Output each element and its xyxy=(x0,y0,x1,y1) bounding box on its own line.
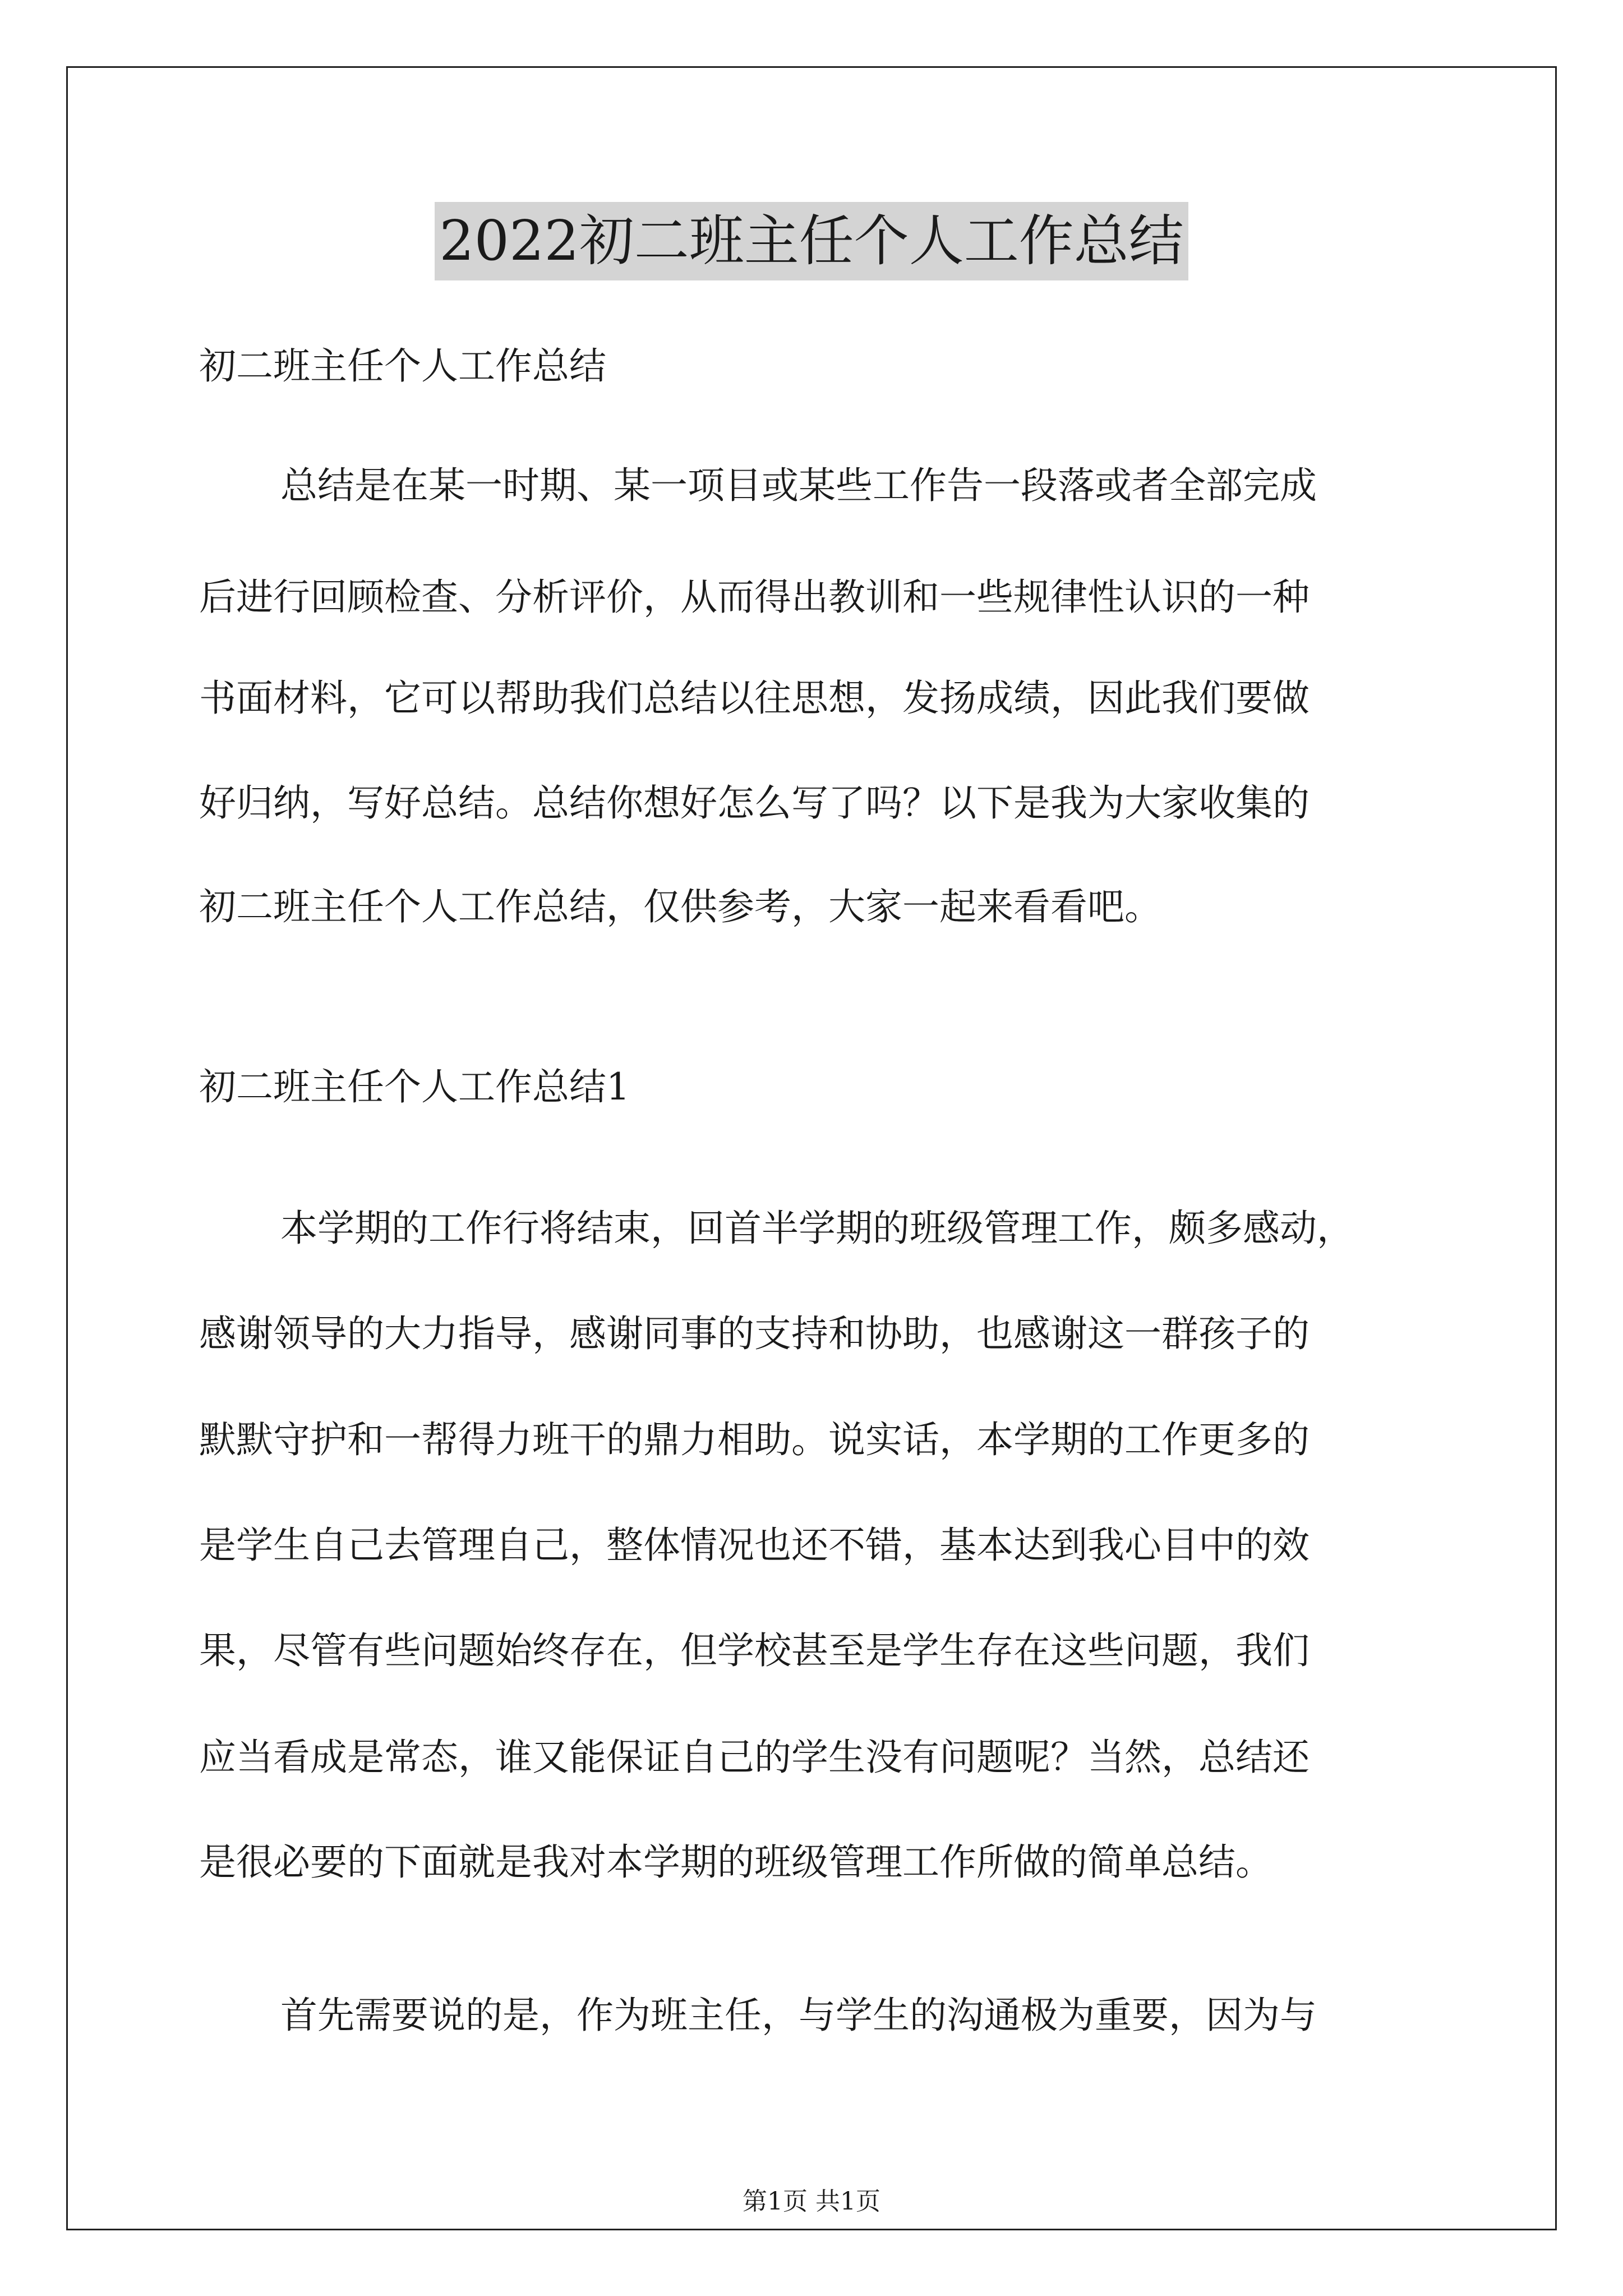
paragraph-line: 是学生自己去管理自己，整体情况也还不错，基本达到我心目中的效 xyxy=(199,1524,1310,1567)
document-title xyxy=(0,202,1623,280)
page-number-footer: 第1页 共1页 xyxy=(743,2187,880,2216)
paragraph-line: 是很必要的下面就是我对本学期的班级管理工作所做的简单总结。 xyxy=(199,1841,1272,1884)
paragraph-line: 感谢领导的大力指导，感谢同事的支持和协助，也感谢这一群孩子的 xyxy=(199,1312,1310,1355)
paragraph-line: 默默守护和一帮得力班干的鼎力相助。说实话，本学期的工作更多的 xyxy=(199,1418,1310,1461)
paragraph-line: 果，尽管有些问题始终存在，但学校甚至是学生存在这些问题，我们 xyxy=(199,1629,1310,1672)
document-title-text: 2022初二班主任个人工作总结 xyxy=(435,202,1188,280)
paragraph-line: 总结是在某一时期、某一项目或某些工作告一段落或者全部完成 xyxy=(280,464,1317,507)
paragraph-line: 好归纳，写好总结。总结你想好怎么写了吗？以下是我为大家收集的 xyxy=(199,781,1310,825)
paragraph-line: 应当看成是常态，谁又能保证自己的学生没有问题呢？当然，总结还 xyxy=(199,1736,1310,1779)
subtitle-heading: 初二班主任个人工作总结 xyxy=(199,344,606,388)
paragraph-line: 初二班主任个人工作总结，仅供参考，大家一起来看看吧。 xyxy=(199,885,1161,928)
paragraph-line: 首先需要说的是，作为班主任，与学生的沟通极为重要，因为与 xyxy=(280,1994,1317,2037)
section-heading: 初二班主任个人工作总结1 xyxy=(199,1065,630,1108)
paragraph-line: 后进行回顾检查、分析评价，从而得出教训和一些规律性认识的一种 xyxy=(199,576,1310,619)
paragraph-line: 书面材料，它可以帮助我们总结以往思想，发扬成绩，因此我们要做 xyxy=(199,677,1310,720)
paragraph-line: 本学期的工作行将结束，回首半学期的班级管理工作，颇多感动， xyxy=(280,1207,1354,1250)
